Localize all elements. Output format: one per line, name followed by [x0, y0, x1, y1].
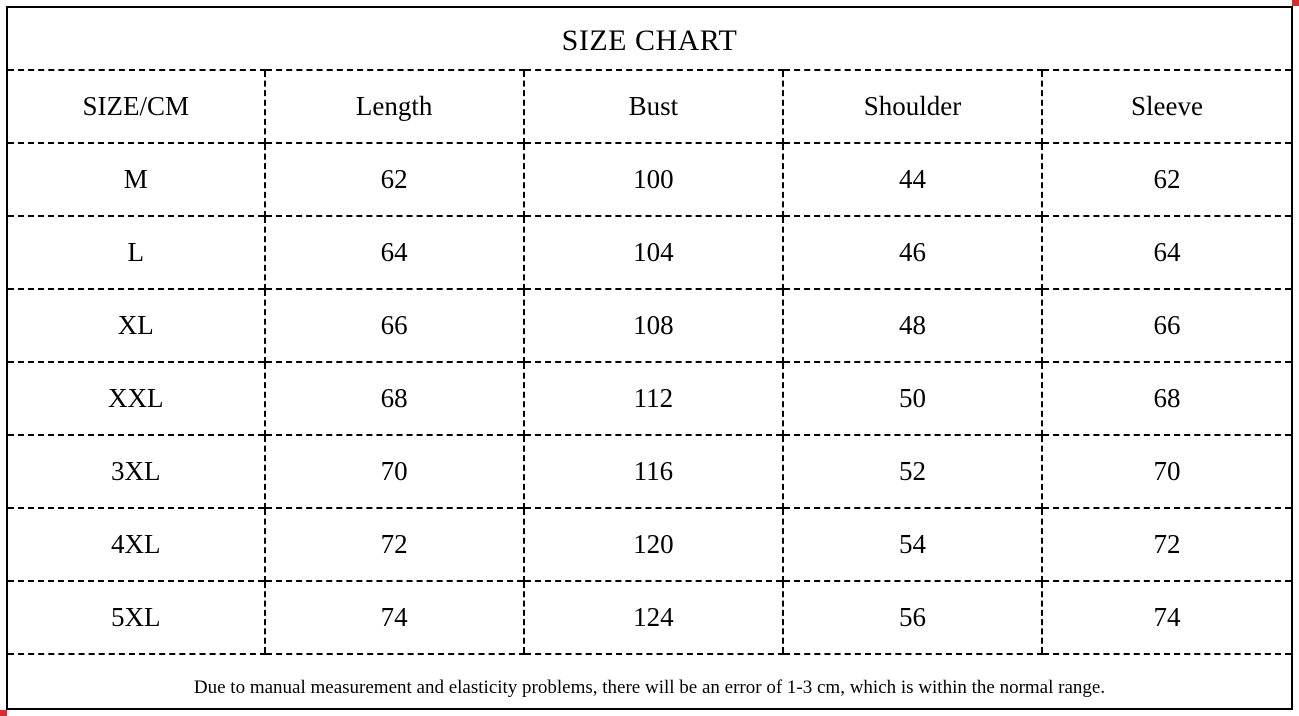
column-header-shoulder: Shoulder	[783, 70, 1042, 143]
cell-shoulder: 44	[783, 143, 1042, 216]
column-header-bust: Bust	[524, 70, 783, 143]
cell-length: 74	[265, 581, 524, 654]
cell-size: M	[8, 143, 265, 216]
cell-bust: 108	[524, 289, 783, 362]
corner-mark-top-right	[1292, 0, 1299, 6]
cell-shoulder: 52	[783, 435, 1042, 508]
size-chart-frame	[6, 6, 1293, 710]
cell-bust: 104	[524, 216, 783, 289]
cell-length: 68	[265, 362, 524, 435]
cell-length: 62	[265, 143, 524, 216]
cell-size: L	[8, 216, 265, 289]
cell-shoulder: 46	[783, 216, 1042, 289]
table-header-row	[8, 70, 1291, 143]
cell-shoulder: 50	[783, 362, 1042, 435]
cell-sleeve: 74	[1042, 581, 1291, 654]
cell-size: 4XL	[8, 508, 265, 581]
table-row	[8, 362, 1291, 435]
cell-bust: 100	[524, 143, 783, 216]
column-header-size: SIZE/CM	[8, 70, 265, 143]
cell-bust: 116	[524, 435, 783, 508]
table-row	[8, 216, 1291, 289]
cell-sleeve: 68	[1042, 362, 1291, 435]
corner-mark-bottom-left	[0, 710, 7, 716]
measurement-note: Due to manual measurement and elasticity problems, there will be an error of 1-3 cm, which is within the normal range.	[193, 677, 1106, 698]
cell-size: XXL	[8, 362, 265, 435]
cell-sleeve: 64	[1042, 216, 1291, 289]
column-header-length: Length	[265, 70, 524, 143]
cell-shoulder: 56	[783, 581, 1042, 654]
page-title: SIZE CHART	[561, 24, 738, 57]
cell-size: 5XL	[8, 581, 265, 654]
cell-bust: 120	[524, 508, 783, 581]
size-chart-table	[8, 69, 1291, 655]
table-row	[8, 508, 1291, 581]
cell-sleeve: 66	[1042, 289, 1291, 362]
table-row	[8, 435, 1291, 508]
cell-size: 3XL	[8, 435, 265, 508]
cell-bust: 124	[524, 581, 783, 654]
table-row	[8, 289, 1291, 362]
cell-size: XL	[8, 289, 265, 362]
cell-shoulder: 54	[783, 508, 1042, 581]
cell-length: 64	[265, 216, 524, 289]
cell-sleeve: 72	[1042, 508, 1291, 581]
table-row	[8, 143, 1291, 216]
cell-shoulder: 48	[783, 289, 1042, 362]
cell-length: 72	[265, 508, 524, 581]
table-row	[8, 581, 1291, 654]
cell-bust: 112	[524, 362, 783, 435]
cell-length: 66	[265, 289, 524, 362]
column-header-sleeve: Sleeve	[1042, 70, 1291, 143]
cell-sleeve: 62	[1042, 143, 1291, 216]
cell-length: 70	[265, 435, 524, 508]
cell-sleeve: 70	[1042, 435, 1291, 508]
